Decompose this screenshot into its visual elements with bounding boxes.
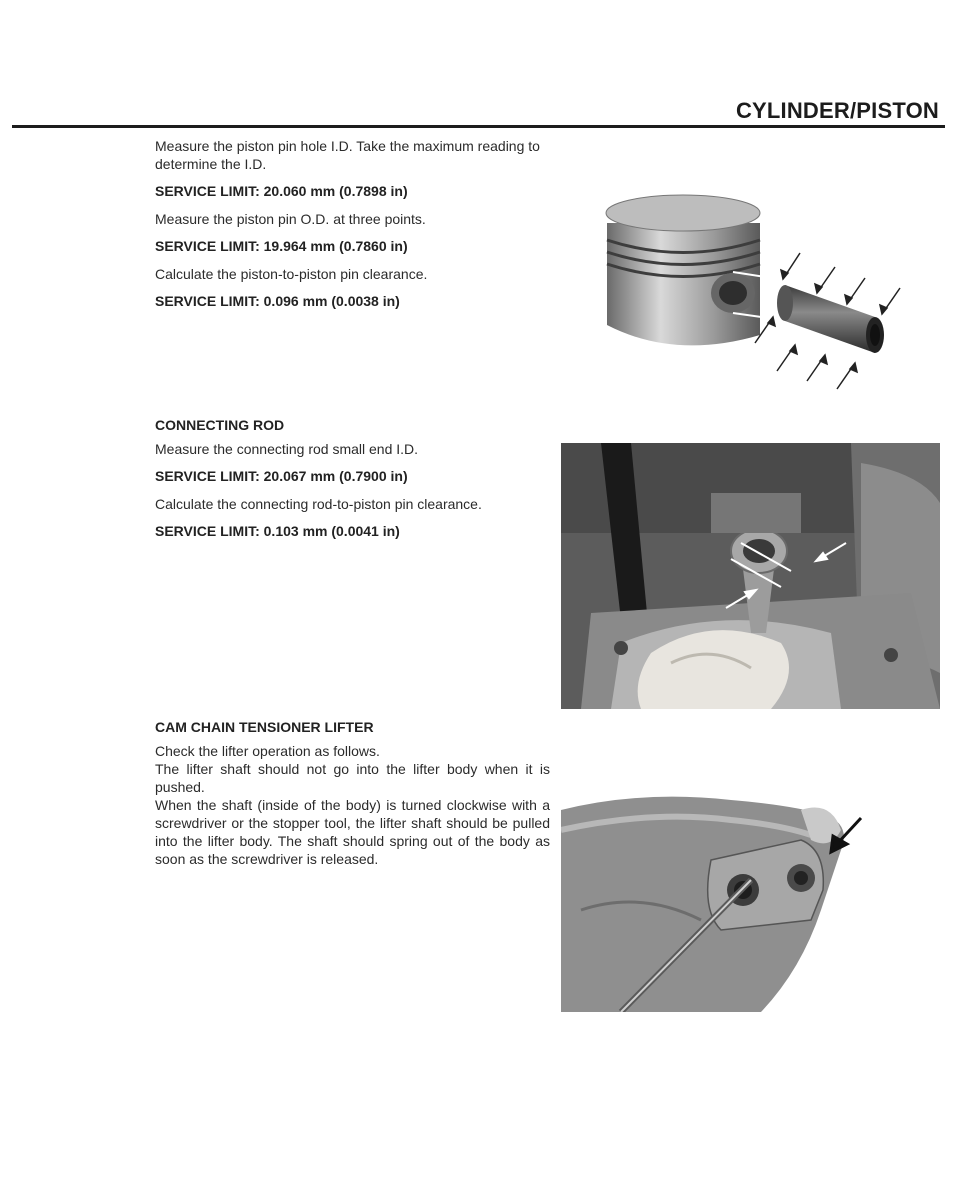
service-limit-pin-hole: SERVICE LIMIT: 20.060 mm (0.7898 in) [155,183,408,199]
cam-chain-section [155,718,550,868]
cam-chain-heading: CAM CHAIN TENSIONER LIFTER [155,719,374,735]
service-limit-rod-clearance: SERVICE LIMIT: 0.103 mm (0.0041 in) [155,523,400,539]
header-rule [12,125,945,128]
piston-pin-od-instruction: Measure the piston pin O.D. at three points. [155,211,426,227]
small-end-instruction: Measure the connecting rod small end I.D. [155,441,419,457]
service-limit-pin-od: SERVICE LIMIT: 19.964 mm (0.7860 in) [155,238,408,254]
lifter-push-check: The lifter shaft should not go into the lifter body when it is pushed. [155,761,550,795]
piston-pin-hole-instruction: Measure the piston pin hole I.D. Take the maximum reading to determine the I.D. [155,138,540,172]
clearance-instruction: Calculate the piston-to-piston pin clearance. [155,266,428,282]
page-header-title: CYLINDER/PISTON [735,98,939,123]
piston-section [155,137,550,320]
connecting-rod-section [155,416,550,550]
service-limit-clearance: SERVICE LIMIT: 0.096 mm (0.0038 in) [155,293,400,309]
lifter-check-intro: Check the lifter operation as follows. [155,743,380,759]
rod-clearance-instruction: Calculate the connecting rod-to-piston pin clearance. [155,496,482,512]
lifter-turn-check: When the shaft (inside of the body) is turned clockwise with a screwdriver or the stopper tool, the lifter shaft should be pulled into the lifter body. The shaft should spring out of the body as soon as the screwdriver is released. [155,797,550,867]
tensioner-lifter-photo [561,770,940,1012]
service-limit-small-end: SERVICE LIMIT: 20.067 mm (0.7900 in) [155,468,408,484]
connecting-rod-photo [561,443,940,709]
piston-pin-illustration [585,185,915,400]
connecting-rod-heading: CONNECTING ROD [155,417,285,433]
